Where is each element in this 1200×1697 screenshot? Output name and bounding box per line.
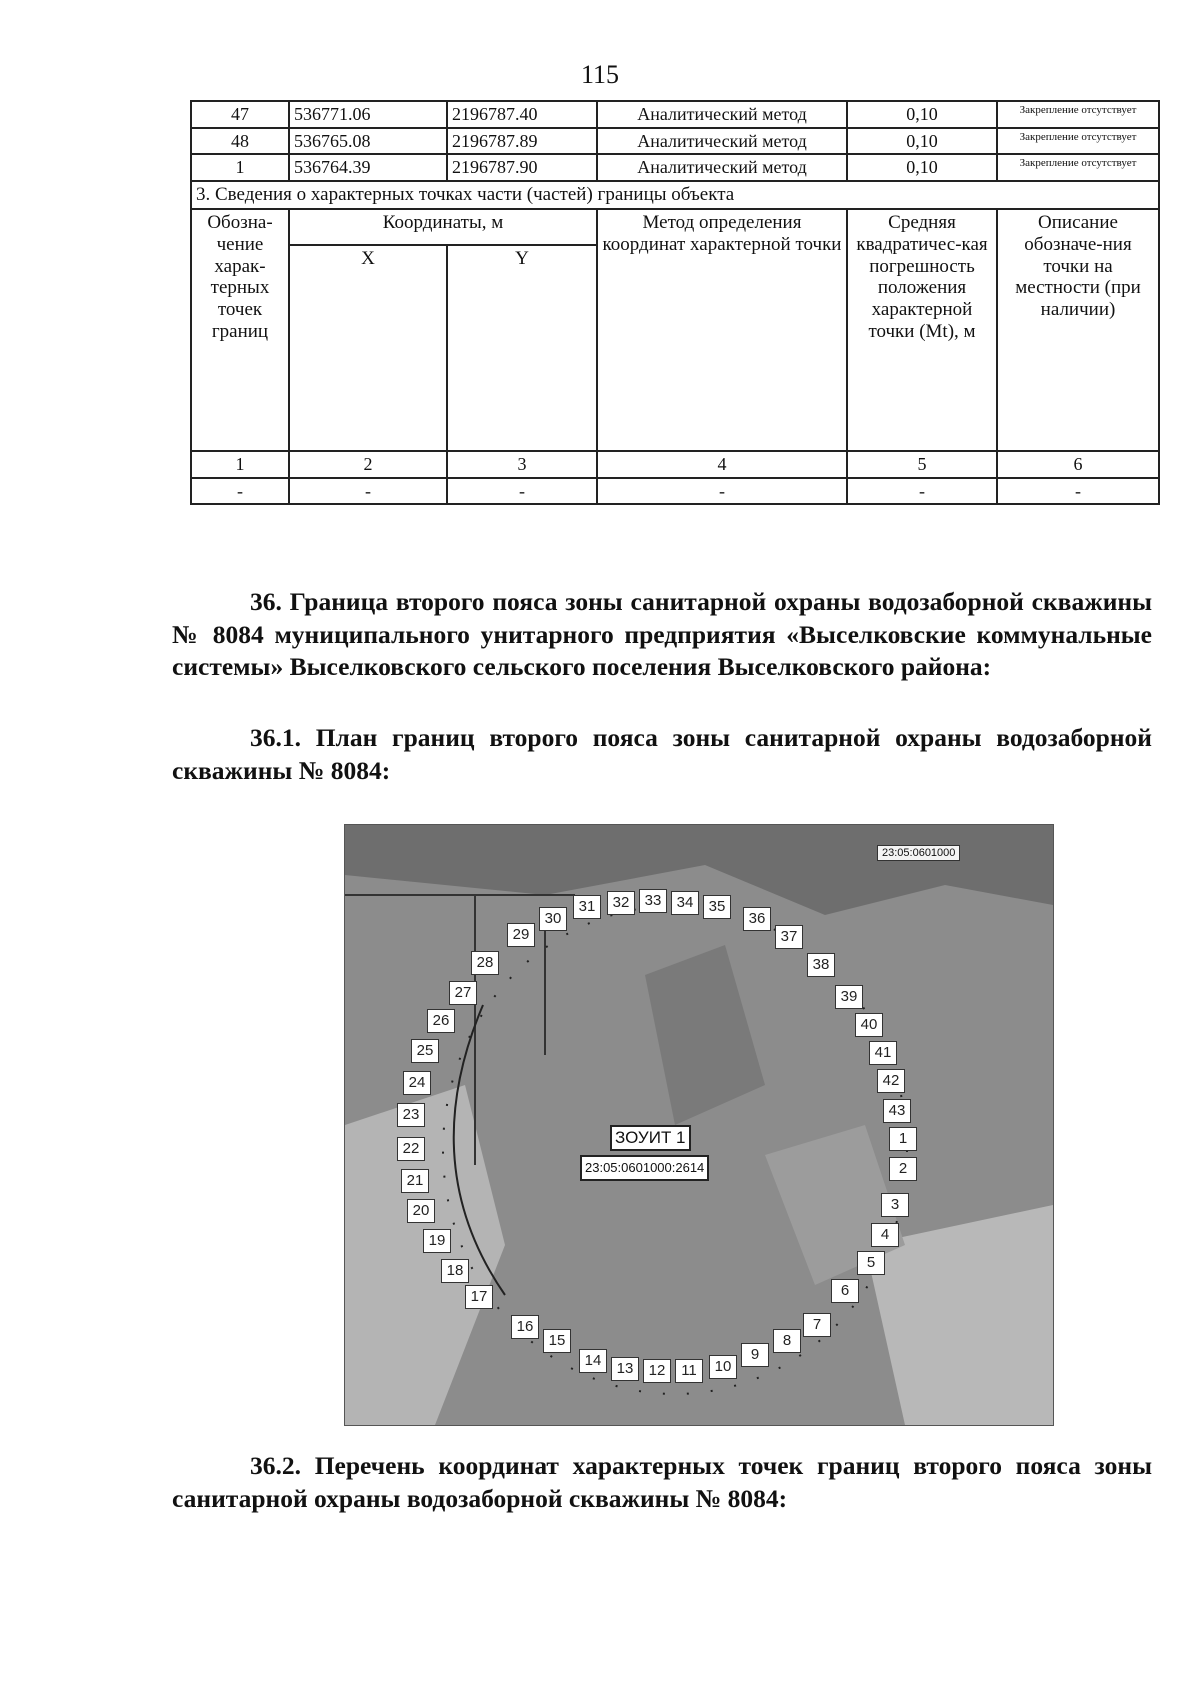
map-point-label: 23 (397, 1103, 425, 1127)
map-point-label: 14 (579, 1349, 607, 1373)
column-number: 1 (191, 451, 289, 478)
header-y: Y (447, 245, 597, 451)
paragraph-36-1 (172, 722, 1152, 787)
map-point-label: 15 (543, 1329, 571, 1353)
map-point-label: 33 (639, 889, 667, 913)
point-number: 47 (191, 101, 289, 128)
map-point-label: 43 (883, 1099, 911, 1123)
fixing-description: Закрепление отсутствует (997, 128, 1159, 155)
coord-y: 2196787.90 (447, 154, 597, 181)
map-point-label: 41 (869, 1041, 897, 1065)
map-point-label: 17 (465, 1285, 493, 1309)
map-point-label: 34 (671, 891, 699, 915)
map-point-label: 16 (511, 1315, 539, 1339)
map-point-label: 39 (835, 985, 863, 1009)
table-row (191, 154, 1159, 181)
header-designation: Обозна-чение харак-терных точек границ (191, 209, 289, 451)
map-point-label: 26 (427, 1009, 455, 1033)
paragraph-36 (172, 586, 1152, 684)
map-point-label: 2 (889, 1157, 917, 1181)
map-point-label: 21 (401, 1169, 429, 1193)
map-point-label: 27 (449, 981, 477, 1005)
paragraph-36-1-text: 36.1. План границ второго пояса зоны санитарной охраны водозаборной скважины № 8084: (172, 723, 1152, 785)
column-number: 4 (597, 451, 847, 478)
map-point-label: 42 (877, 1069, 905, 1093)
coord-y: 2196787.89 (447, 128, 597, 155)
map-point-label: 4 (871, 1223, 899, 1247)
map-point-label: 28 (471, 951, 499, 975)
header-mt: Средняя квадратичес-кая погрешность положения характерной точки (Mt), м (847, 209, 997, 451)
coordinates-table (190, 100, 1160, 505)
column-number: 2 (289, 451, 447, 478)
map-point-label: 9 (741, 1343, 769, 1367)
map-point-label: 32 (607, 891, 635, 915)
paragraph-36-text: 36. Граница второго пояса зоны санитарной охраны водозаборной скважины № 8084 муниципального унитарного предприятия «Выселковские коммунальные системы» Выселковского сельского поселения Выселковского района: (172, 587, 1152, 682)
map-point-label: 13 (611, 1357, 639, 1381)
paragraph-36-2-text: 36.2. Перечень координат характерных точек границ второго пояса зоны санитарной охраны водозаборной скважины № 8084: (172, 1451, 1152, 1513)
table-row (191, 128, 1159, 155)
empty-cell: - (597, 478, 847, 505)
map-point-label: 12 (643, 1359, 671, 1383)
map-point-label: 31 (573, 895, 601, 919)
map-point-label: 40 (855, 1013, 883, 1037)
map-point-label: 29 (507, 923, 535, 947)
mt-value: 0,10 (847, 128, 997, 155)
coord-y: 2196787.40 (447, 101, 597, 128)
header-coordinates: Координаты, м (289, 209, 597, 245)
empty-cell: - (447, 478, 597, 505)
empty-cell: - (997, 478, 1159, 505)
fixing-description: Закрепление отсутствует (997, 154, 1159, 181)
method: Аналитический метод (597, 101, 847, 128)
map-point-label: 7 (803, 1313, 831, 1337)
mt-value: 0,10 (847, 154, 997, 181)
map-point-label: 6 (831, 1279, 859, 1303)
coord-x: 536771.06 (289, 101, 447, 128)
table-row (191, 101, 1159, 128)
point-number: 1 (191, 154, 289, 181)
point-number: 48 (191, 128, 289, 155)
mt-value: 0,10 (847, 101, 997, 128)
fixing-description: Закрепление отсутствует (997, 101, 1159, 128)
map-point-label: 36 (743, 907, 771, 931)
map-point-label: 38 (807, 953, 835, 977)
map-point-label: 35 (703, 895, 731, 919)
map-point-label: 1 (889, 1127, 917, 1151)
map-point-label: 37 (775, 925, 803, 949)
method: Аналитический метод (597, 154, 847, 181)
section-title: 3. Сведения о характерных точках части (частей) границы объекта (191, 181, 1159, 209)
boundary-plan-map (344, 824, 1054, 1426)
zone-label: ЗОУИТ 1 (610, 1125, 691, 1151)
page-number: 115 (580, 60, 620, 89)
map-point-label: 25 (411, 1039, 439, 1063)
map-point-label: 30 (539, 907, 567, 931)
coord-x: 536764.39 (289, 154, 447, 181)
empty-cell: - (289, 478, 447, 505)
column-number: 5 (847, 451, 997, 478)
map-point-label: 11 (675, 1359, 703, 1383)
table-row (191, 478, 1159, 505)
column-numbers-row (191, 451, 1159, 478)
column-number: 6 (997, 451, 1159, 478)
map-cadastral-label-top: 23:05:0601000 (877, 845, 960, 861)
paragraph-36-2 (172, 1450, 1152, 1515)
map-point-label: 22 (397, 1137, 425, 1161)
header-description: Описание обозначе-ния точки на местности (при наличии) (997, 209, 1159, 451)
map-background (345, 825, 1053, 1425)
map-point-label: 8 (773, 1329, 801, 1353)
empty-cell: - (191, 478, 289, 505)
map-point-label: 10 (709, 1355, 737, 1379)
map-point-label: 5 (857, 1251, 885, 1275)
cadastral-number-label: 23:05:0601000:2614 (580, 1155, 709, 1181)
empty-cell: - (847, 478, 997, 505)
header-method: Метод определения координат характерной точки (597, 209, 847, 451)
map-point-label: 24 (403, 1071, 431, 1095)
coord-x: 536765.08 (289, 128, 447, 155)
map-point-label: 20 (407, 1199, 435, 1223)
map-point-label: 3 (881, 1193, 909, 1217)
column-number: 3 (447, 451, 597, 478)
header-x: X (289, 245, 447, 451)
map-point-label: 18 (441, 1259, 469, 1283)
method: Аналитический метод (597, 128, 847, 155)
map-point-label: 19 (423, 1229, 451, 1253)
